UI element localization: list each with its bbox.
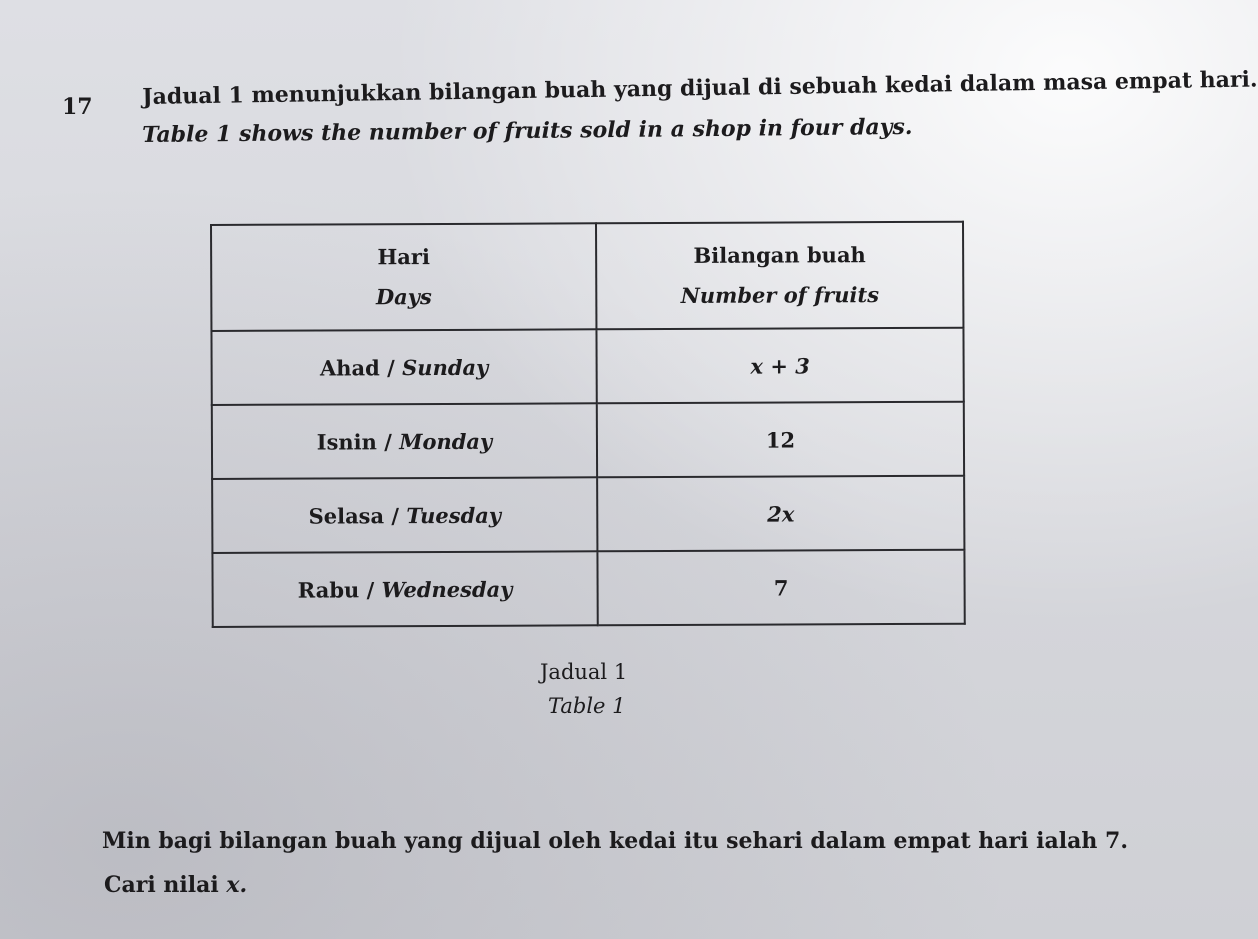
header-days-malay: Hari <box>377 244 430 270</box>
header-number-of-fruits <box>596 222 963 330</box>
header-days-english: Days <box>375 284 432 310</box>
day-malay: Selasa / <box>308 502 407 529</box>
day-english: Sunday <box>402 354 489 380</box>
day-cell <box>212 477 597 553</box>
table-row <box>212 550 964 627</box>
day-cell <box>212 551 597 627</box>
fruit-count-cell: 2x <box>597 476 964 552</box>
question-text-malay: Jadual 1 menunjukkan bilangan buah yang dijual di sebuah kedai dalam masa empat hari. <box>142 66 1258 110</box>
day-english: Monday <box>399 428 493 454</box>
header-fruits-malay: Bilangan buah <box>693 242 866 268</box>
header-days <box>211 223 596 331</box>
find-x-prefix: Cari nilai <box>104 872 227 898</box>
day-cell <box>211 329 596 405</box>
question-text-english: Table 1 shows the number of fruits sold in a shop in four days. <box>142 113 913 148</box>
day-cell <box>212 403 597 479</box>
day-english: Wednesday <box>381 576 513 602</box>
table-caption-english: Table 1 <box>548 694 626 718</box>
find-x-instruction <box>104 872 247 898</box>
table-row <box>211 328 963 405</box>
fruit-count-cell: 7 <box>597 550 964 626</box>
mean-statement: Min bagi bilangan buah yang dijual oleh kedai itu sehari dalam empat hari ialah 7. <box>102 828 1128 854</box>
question-number: 17 <box>62 94 93 120</box>
fruit-sales-table <box>210 221 966 628</box>
day-english: Tuesday <box>406 502 502 528</box>
table-row <box>212 402 964 479</box>
table-caption-malay: Jadual 1 <box>540 660 628 684</box>
fruit-count-cell: x + 3 <box>596 328 963 404</box>
table-header-row <box>211 222 963 331</box>
day-malay: Isnin / <box>316 428 400 455</box>
day-malay: Ahad / <box>319 354 403 381</box>
find-x-variable: x. <box>226 872 248 898</box>
fruit-count-cell: 12 <box>597 402 964 478</box>
table-row <box>212 476 964 553</box>
day-malay: Rabu / <box>297 576 382 603</box>
header-fruits-english: Number of fruits <box>680 282 880 308</box>
